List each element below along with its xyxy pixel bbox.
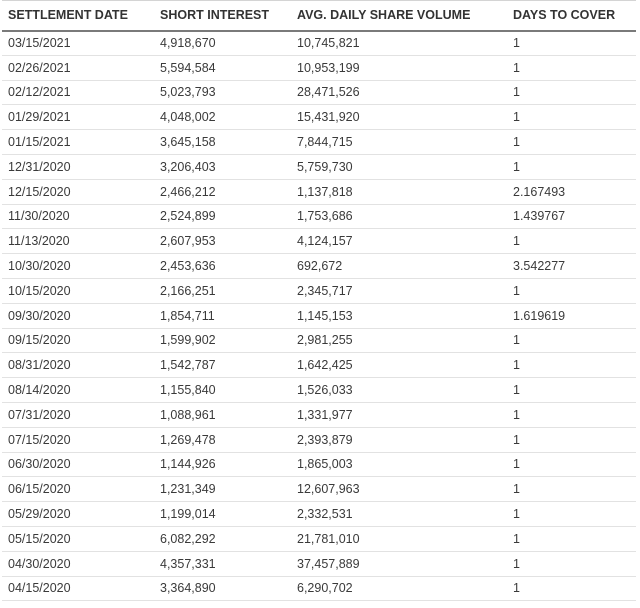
table-row xyxy=(2,229,636,254)
settlement-date-cell: 03/15/2021 xyxy=(2,31,154,56)
days-to-cover-cell: 1 xyxy=(507,576,636,601)
short-interest-cell: 1,155,840 xyxy=(154,378,291,403)
table-row xyxy=(2,254,636,279)
avg-daily-share-volume-cell: 1,642,425 xyxy=(291,353,507,378)
settlement-date-cell: 02/12/2021 xyxy=(2,80,154,105)
days-to-cover-cell: 1.619619 xyxy=(507,303,636,328)
avg-daily-share-volume-cell: 1,145,153 xyxy=(291,303,507,328)
days-to-cover-cell: 2.167493 xyxy=(507,179,636,204)
days-to-cover-cell: 1 xyxy=(507,80,636,105)
avg-daily-share-volume-cell: 1,753,686 xyxy=(291,204,507,229)
short-interest-cell: 4,048,002 xyxy=(154,105,291,130)
table-body xyxy=(2,31,636,601)
avg-daily-share-volume-cell: 7,844,715 xyxy=(291,130,507,155)
avg-daily-share-volume-cell: 2,345,717 xyxy=(291,278,507,303)
settlement-date-cell: 12/15/2020 xyxy=(2,179,154,204)
settlement-date-cell: 01/29/2021 xyxy=(2,105,154,130)
table-row xyxy=(2,526,636,551)
avg-daily-share-volume-cell: 692,672 xyxy=(291,254,507,279)
settlement-date-cell: 10/15/2020 xyxy=(2,278,154,303)
short-interest-cell: 4,918,670 xyxy=(154,31,291,56)
avg-daily-share-volume-cell: 10,745,821 xyxy=(291,31,507,56)
table-row xyxy=(2,551,636,576)
short-interest-cell: 1,199,014 xyxy=(154,502,291,527)
avg-daily-share-volume-cell: 1,526,033 xyxy=(291,378,507,403)
table-row xyxy=(2,31,636,56)
settlement-date-cell: 08/14/2020 xyxy=(2,378,154,403)
table-header xyxy=(2,1,636,31)
settlement-date-cell: 04/30/2020 xyxy=(2,551,154,576)
settlement-date-cell: 04/15/2020 xyxy=(2,576,154,601)
settlement-date-cell: 11/30/2020 xyxy=(2,204,154,229)
short-interest-cell: 4,357,331 xyxy=(154,551,291,576)
days-to-cover-cell: 1 xyxy=(507,526,636,551)
short-interest-cell: 3,645,158 xyxy=(154,130,291,155)
settlement-date-cell: 01/15/2021 xyxy=(2,130,154,155)
days-to-cover-cell: 1 xyxy=(507,378,636,403)
avg-daily-share-volume-cell: 28,471,526 xyxy=(291,80,507,105)
days-to-cover-cell: 1 xyxy=(507,477,636,502)
avg-daily-share-volume-cell: 1,331,977 xyxy=(291,402,507,427)
settlement-date-cell: 07/31/2020 xyxy=(2,402,154,427)
table-row xyxy=(2,80,636,105)
short-interest-cell: 1,599,902 xyxy=(154,328,291,353)
days-to-cover-cell: 1 xyxy=(507,427,636,452)
days-to-cover-cell: 1 xyxy=(507,31,636,56)
avg-daily-share-volume-cell: 6,290,702 xyxy=(291,576,507,601)
short-interest-cell: 2,607,953 xyxy=(154,229,291,254)
days-to-cover-cell: 1 xyxy=(507,130,636,155)
short-interest-cell: 5,594,584 xyxy=(154,55,291,80)
days-to-cover-cell: 1 xyxy=(507,278,636,303)
table-row xyxy=(2,378,636,403)
days-to-cover-cell: 1 xyxy=(507,55,636,80)
settlement-date-cell: 05/29/2020 xyxy=(2,502,154,527)
settlement-date-cell: 05/15/2020 xyxy=(2,526,154,551)
short-interest-cell: 1,854,711 xyxy=(154,303,291,328)
days-to-cover-cell: 1 xyxy=(507,353,636,378)
days-to-cover-cell: 1 xyxy=(507,229,636,254)
short-interest-cell: 1,542,787 xyxy=(154,353,291,378)
avg-daily-share-volume-cell: 10,953,199 xyxy=(291,55,507,80)
settlement-date-cell: 09/15/2020 xyxy=(2,328,154,353)
short-interest-cell: 3,364,890 xyxy=(154,576,291,601)
table-row xyxy=(2,576,636,601)
short-interest-cell: 1,088,961 xyxy=(154,402,291,427)
avg-daily-share-volume-cell: 1,865,003 xyxy=(291,452,507,477)
settlement-date-cell: 02/26/2021 xyxy=(2,55,154,80)
avg-daily-share-volume-cell: 4,124,157 xyxy=(291,229,507,254)
settlement-date-cell: 11/13/2020 xyxy=(2,229,154,254)
avg-daily-share-volume-cell: 12,607,963 xyxy=(291,477,507,502)
settlement-date-cell: 08/31/2020 xyxy=(2,353,154,378)
table-row xyxy=(2,154,636,179)
avg-daily-share-volume-cell: 2,332,531 xyxy=(291,502,507,527)
settlement-date-cell: 06/15/2020 xyxy=(2,477,154,502)
table-row xyxy=(2,55,636,80)
avg-daily-share-volume-cell: 5,759,730 xyxy=(291,154,507,179)
short-interest-cell: 1,269,478 xyxy=(154,427,291,452)
settlement-date-cell: 09/30/2020 xyxy=(2,303,154,328)
days-to-cover-cell: 1 xyxy=(507,502,636,527)
days-to-cover-cell: 1 xyxy=(507,402,636,427)
settlement-date-cell: 06/30/2020 xyxy=(2,452,154,477)
days-to-cover-cell: 1 xyxy=(507,551,636,576)
days-to-cover-cell: 1 xyxy=(507,154,636,179)
avg-daily-share-volume-cell: 15,431,920 xyxy=(291,105,507,130)
days-to-cover-cell: 1 xyxy=(507,105,636,130)
short-interest-cell: 2,166,251 xyxy=(154,278,291,303)
table-row xyxy=(2,402,636,427)
table-row xyxy=(2,278,636,303)
short-interest-table xyxy=(2,0,636,601)
days-to-cover-cell: 1.439767 xyxy=(507,204,636,229)
table-row xyxy=(2,105,636,130)
column-header-days-to-cover[interactable]: DAYS TO COVER xyxy=(507,1,636,31)
column-header-settlement-date[interactable]: SETTLEMENT DATE xyxy=(2,1,154,31)
avg-daily-share-volume-cell: 37,457,889 xyxy=(291,551,507,576)
settlement-date-cell: 10/30/2020 xyxy=(2,254,154,279)
days-to-cover-cell: 1 xyxy=(507,452,636,477)
settlement-date-cell: 12/31/2020 xyxy=(2,154,154,179)
table-row xyxy=(2,204,636,229)
days-to-cover-cell: 3.542277 xyxy=(507,254,636,279)
table-row xyxy=(2,427,636,452)
short-interest-cell: 2,524,899 xyxy=(154,204,291,229)
column-header-short-interest[interactable]: SHORT INTEREST xyxy=(154,1,291,31)
short-interest-cell: 6,082,292 xyxy=(154,526,291,551)
short-interest-cell: 1,144,926 xyxy=(154,452,291,477)
table-row xyxy=(2,477,636,502)
days-to-cover-cell: 1 xyxy=(507,328,636,353)
short-interest-cell: 1,231,349 xyxy=(154,477,291,502)
column-header-avg-daily-share-volume[interactable]: AVG. DAILY SHARE VOLUME xyxy=(291,1,507,31)
header-row xyxy=(2,1,636,31)
short-interest-cell: 3,206,403 xyxy=(154,154,291,179)
short-interest-cell: 5,023,793 xyxy=(154,80,291,105)
table-row xyxy=(2,502,636,527)
short-interest-cell: 2,453,636 xyxy=(154,254,291,279)
table-row xyxy=(2,328,636,353)
avg-daily-share-volume-cell: 1,137,818 xyxy=(291,179,507,204)
settlement-date-cell: 07/15/2020 xyxy=(2,427,154,452)
short-interest-cell: 2,466,212 xyxy=(154,179,291,204)
avg-daily-share-volume-cell: 21,781,010 xyxy=(291,526,507,551)
table-row xyxy=(2,452,636,477)
table-row xyxy=(2,179,636,204)
table-row xyxy=(2,130,636,155)
avg-daily-share-volume-cell: 2,393,879 xyxy=(291,427,507,452)
avg-daily-share-volume-cell: 2,981,255 xyxy=(291,328,507,353)
table-row xyxy=(2,353,636,378)
table-row xyxy=(2,303,636,328)
